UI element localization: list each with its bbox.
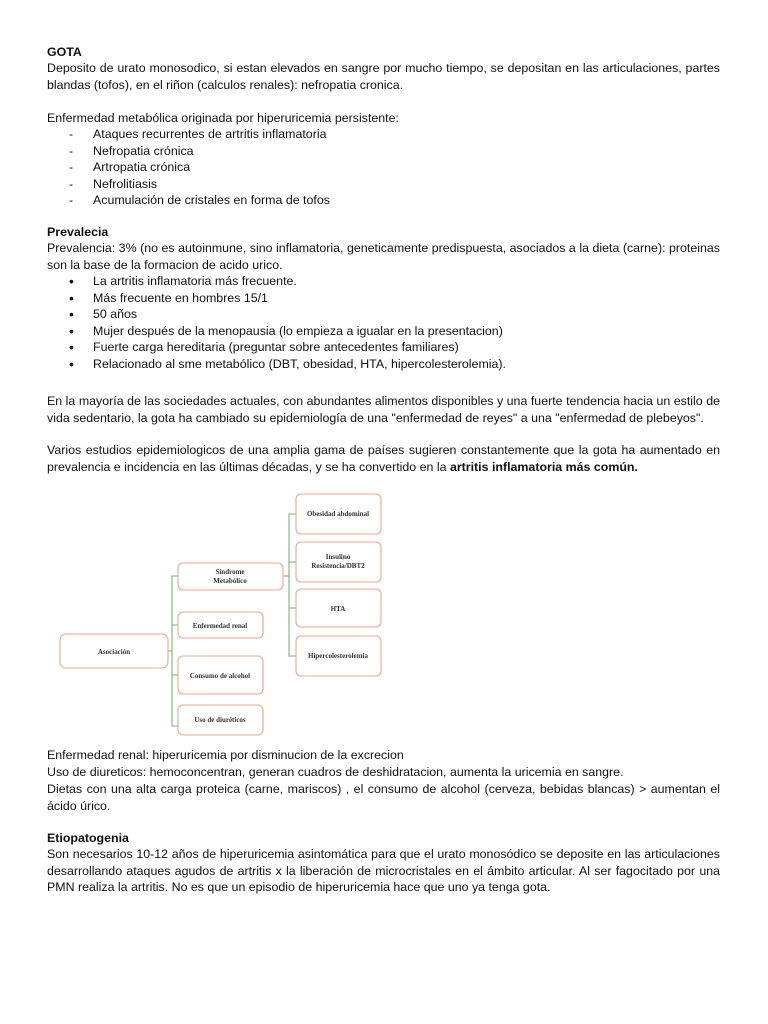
renal-paragraph: Enfermedad renal: hiperuricemia por disminucion de la excrecion — [47, 748, 404, 762]
connector — [172, 651, 178, 726]
box-label: Consumo de alcohol — [189, 672, 251, 680]
box-label: Obesidad abdominal — [306, 510, 370, 518]
diureticos-paragraph: Uso de diureticos: hemoconcentran, generan cuadros de deshidratacion, aumenta la uricemia en sangre. — [47, 765, 624, 779]
list-item: - Acumulación de cristales en forma de tofos — [47, 192, 720, 209]
studies-paragraph: Varios estudios epidemiologicos de una amplia gama de países sugieren constantemente que la gota ha aumentado en prevalencia e incidencia en las últimas décadas, y se ha convertido en la artritis inflamatoria más común. — [47, 443, 720, 474]
box-label: Uso de diuréticos — [194, 716, 246, 724]
list-item: - Nefropatia crónica — [47, 143, 720, 160]
box-label: HTA — [330, 605, 346, 613]
metabolic-list — [47, 126, 720, 209]
prevalence-paragraph: Prevalencia: 3% (no es autoinmune, sino inflamatoria, geneticamente predispuesta, asociados a la dieta (carne): proteinas son la base de la formacion de acido urico. — [47, 241, 720, 272]
list-item: - Ataques recurrentes de artritis inflamatoria — [47, 126, 720, 143]
connector — [289, 576, 296, 656]
dietas-paragraph: Dietas con una alta carga proteica (carne, mariscos) , el consumo de alcohol (cerveza, bebidas blancas) > aumentan el ácido úrico. — [47, 782, 720, 813]
prevalence-list — [47, 273, 720, 372]
list-item: • La artritis inflamatoria más frecuente. — [47, 273, 720, 290]
emphasis-text: artritis inflamatoria más común. — [449, 459, 638, 474]
list-item: - Artropatia crónica — [47, 159, 720, 176]
metabolic-heading: Enfermedad metabólica originada por hiperuricemia persistente: — [47, 111, 399, 125]
box-label: Síndrome — [215, 568, 245, 576]
box-label: Metabólico — [213, 577, 247, 585]
list-item: • Más frecuente en hombres 15/1 — [47, 290, 720, 307]
list-item: • Relacionado al sme metabólico (DBT, obesidad, HTA, hipercolesterolemia). — [47, 356, 720, 373]
connector — [168, 576, 178, 651]
list-item: • Mujer después de la menopausia (lo empieza a igualar en la presentacion) — [47, 323, 720, 340]
box-label: Insulino — [325, 553, 351, 561]
society-paragraph: En la mayoría de las sociedades actuales, con abundantes alimentos disponibles y una fuerte tendencia hacia un estilo de vida sedentario, la gota ha cambiado su epidemiología de una "enfermedad de reyes" a una "enfermedad de plebeyos". — [47, 394, 720, 425]
prevalence-heading: Prevalecia — [47, 225, 109, 239]
association-diagram — [50, 486, 395, 742]
list-item: - Nefrolitiasis — [47, 176, 720, 193]
box-label: Hipercolesterolemia — [308, 652, 368, 660]
box-label: Enfermedad renal — [192, 622, 248, 630]
page-title: GOTA — [47, 45, 82, 59]
etiopatogenia-paragraph: Son necesarios 10-12 años de hiperuricemia asintomática para que el urato monosódico se deposite en las articulaciones desarrollando ataques agudos de artritis x la liberación de microcristales en el ámbito articular. Al ser fagocitado por una PMN realiza la artritis. No es que un episodio de hiperuricemia hace que uno ya tenga gota. — [47, 847, 720, 894]
list-item: • Fuerte carga hereditaria (preguntar sobre antecedentes familiares) — [47, 339, 720, 356]
list-item: • 50 años — [47, 306, 720, 323]
box-label: Resistencia/DBT2 — [311, 562, 365, 570]
etiopatogenia-heading: Etiopatogenia — [47, 831, 129, 845]
intro-paragraph: Deposito de urato monosodico, si estan elevados en sangre por mucho tiempo, se depositan en las articulaciones, partes blandas (tofos), en el riñon (calculos renales): nefropatia cronica. — [47, 61, 720, 92]
connector — [283, 514, 296, 576]
box-label: Asociación — [97, 648, 131, 656]
